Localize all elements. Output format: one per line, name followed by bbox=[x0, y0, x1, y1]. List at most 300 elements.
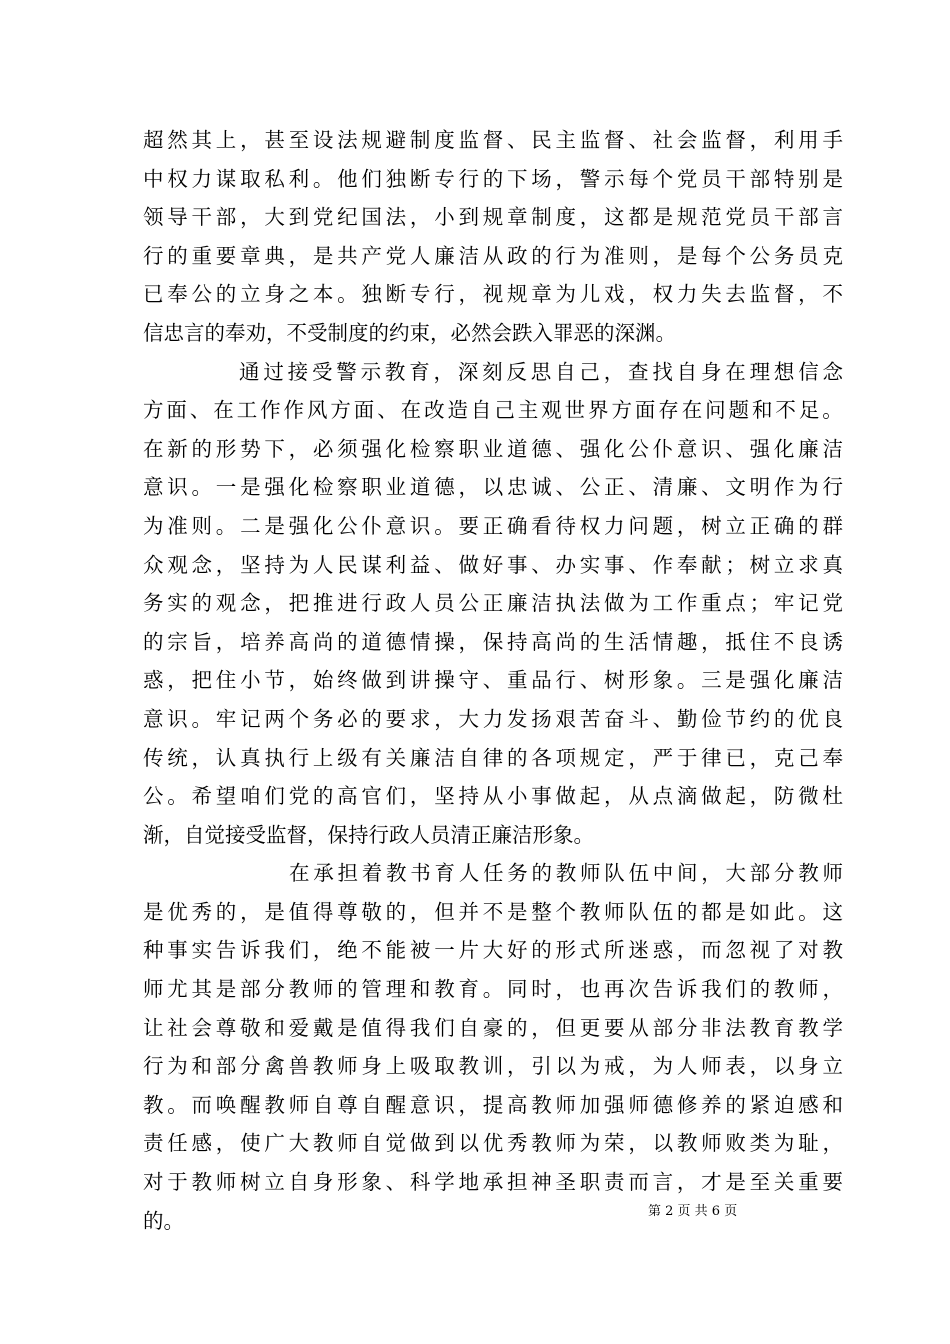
char: 警 bbox=[336, 359, 357, 384]
char: 在 bbox=[681, 398, 703, 423]
char: 身 bbox=[700, 359, 722, 384]
char: 执 bbox=[264, 745, 285, 770]
text-line bbox=[143, 430, 843, 469]
char: 避 bbox=[385, 128, 407, 152]
char: 人 bbox=[458, 861, 480, 886]
char: 强 bbox=[749, 436, 771, 461]
char: 刻 bbox=[482, 359, 503, 384]
char: 约 bbox=[749, 706, 771, 731]
char: 督 bbox=[604, 128, 625, 152]
char: 惑 bbox=[652, 938, 674, 963]
char: 强 bbox=[264, 475, 285, 500]
char: 对 bbox=[143, 1170, 164, 1195]
char: 以 bbox=[652, 1131, 674, 1156]
char: 杜 bbox=[822, 784, 843, 809]
char: 做 bbox=[604, 591, 625, 616]
char: 识 bbox=[701, 436, 722, 461]
char: 的 bbox=[337, 629, 358, 654]
char: 制 bbox=[531, 205, 552, 230]
char: 师 bbox=[701, 1131, 722, 1156]
char: 。 bbox=[676, 668, 698, 693]
char: 师 bbox=[555, 1092, 577, 1117]
char: 戴 bbox=[312, 1015, 334, 1040]
char: 真 bbox=[822, 552, 843, 577]
char: 、 bbox=[385, 1170, 407, 1195]
char: 德 bbox=[434, 475, 455, 500]
char: 方 bbox=[330, 398, 351, 423]
char: 科 bbox=[409, 1170, 431, 1195]
char: 个 bbox=[555, 899, 577, 924]
char: 师 bbox=[337, 1131, 358, 1156]
char: 教 bbox=[579, 899, 601, 924]
char: 、 bbox=[628, 552, 649, 577]
char: 主 bbox=[555, 128, 577, 152]
char: 确 bbox=[506, 513, 528, 538]
char: 高 bbox=[288, 629, 310, 654]
char: 值 bbox=[288, 899, 310, 924]
char: 以 bbox=[458, 1131, 479, 1156]
text-line bbox=[143, 1086, 843, 1125]
char: 、 bbox=[579, 668, 601, 693]
char: ， bbox=[628, 282, 649, 307]
text-line bbox=[143, 1124, 843, 1163]
text-line bbox=[143, 507, 843, 546]
char: 的 bbox=[312, 784, 334, 809]
char: 的 bbox=[191, 591, 213, 616]
char: 二 bbox=[240, 513, 261, 538]
char: 作 bbox=[260, 398, 281, 423]
char: 教 bbox=[312, 1054, 334, 1079]
char: 行 bbox=[361, 591, 382, 616]
char: 微 bbox=[798, 784, 819, 809]
char: 戏 bbox=[604, 282, 625, 307]
char: 勤 bbox=[676, 706, 698, 731]
char: 规 bbox=[361, 128, 382, 152]
char: 己 bbox=[494, 398, 515, 423]
char: 的 bbox=[143, 629, 164, 654]
char: 化 bbox=[773, 668, 795, 693]
char: 强 bbox=[361, 436, 382, 461]
char: 会 bbox=[676, 128, 698, 152]
char: 。 bbox=[167, 1092, 188, 1117]
char: 办 bbox=[555, 552, 577, 577]
char: 社 bbox=[167, 1015, 188, 1040]
char: 管 bbox=[361, 977, 382, 1002]
char: 持 bbox=[458, 784, 479, 809]
char: 教 bbox=[531, 1092, 552, 1117]
char: 面 bbox=[634, 398, 656, 423]
char: 训 bbox=[482, 1054, 504, 1079]
char: 。 bbox=[822, 398, 843, 423]
char: 势 bbox=[240, 436, 261, 461]
char: 迷 bbox=[628, 938, 649, 963]
char: 师 bbox=[822, 861, 843, 886]
char: 敬 bbox=[361, 899, 382, 924]
char: 是 bbox=[725, 899, 746, 924]
char: 行 bbox=[434, 282, 455, 307]
char: 公 bbox=[628, 436, 649, 461]
char: 望 bbox=[215, 784, 237, 809]
char: 党 bbox=[822, 591, 843, 616]
char: 承 bbox=[313, 861, 334, 886]
char: 大 bbox=[288, 1131, 310, 1156]
char: 做 bbox=[701, 784, 722, 809]
char: 教 bbox=[798, 1015, 819, 1040]
char: 唤 bbox=[215, 1092, 237, 1117]
char: 廉 bbox=[798, 436, 819, 461]
char: 克 bbox=[773, 745, 795, 770]
char: 始 bbox=[312, 668, 334, 693]
char: 也 bbox=[579, 977, 601, 1002]
char: 要 bbox=[604, 1015, 625, 1040]
char: 作 bbox=[773, 475, 795, 500]
char: 操 bbox=[434, 629, 455, 654]
char: 别 bbox=[798, 166, 819, 191]
char: 能 bbox=[385, 938, 407, 963]
char: 方 bbox=[143, 398, 164, 423]
char: 但 bbox=[555, 1015, 577, 1040]
char: 高 bbox=[531, 629, 552, 654]
char: 。 bbox=[337, 282, 358, 307]
char: 准 bbox=[167, 513, 188, 538]
char: 度 bbox=[555, 205, 577, 230]
char: 面 bbox=[353, 398, 375, 423]
char: 种 bbox=[143, 938, 164, 963]
char: 再 bbox=[604, 977, 625, 1002]
char: 公 bbox=[191, 282, 213, 307]
char: 诚 bbox=[531, 475, 552, 500]
char: 职 bbox=[579, 1170, 601, 1195]
char: 神 bbox=[531, 1170, 552, 1195]
char: 领 bbox=[143, 205, 164, 230]
char: 师 bbox=[580, 861, 601, 886]
char: 们 bbox=[264, 784, 285, 809]
char: 造 bbox=[447, 398, 468, 423]
char: 尊 bbox=[337, 899, 358, 924]
char: 育 bbox=[434, 861, 455, 886]
char: 小 bbox=[434, 205, 455, 230]
char: 关 bbox=[385, 745, 407, 770]
char: 小 bbox=[240, 668, 261, 693]
char: 。 bbox=[191, 475, 213, 500]
char: 德 bbox=[531, 436, 552, 461]
char: 好 bbox=[506, 938, 528, 963]
char: 而 bbox=[701, 938, 722, 963]
char: 上 bbox=[215, 128, 237, 152]
char: 督 bbox=[773, 282, 795, 307]
char: 观 bbox=[541, 398, 562, 423]
char: 节 bbox=[725, 706, 746, 731]
char: 上 bbox=[385, 1054, 407, 1079]
char: 化 bbox=[385, 436, 407, 461]
char: 而 bbox=[191, 1092, 213, 1117]
char: 吸 bbox=[409, 1054, 431, 1079]
char: 确 bbox=[773, 513, 795, 538]
char: 育 bbox=[409, 359, 430, 384]
char: 清 bbox=[652, 475, 674, 500]
text-line bbox=[143, 1163, 843, 1202]
char: 们 bbox=[434, 1015, 455, 1040]
char: 旨 bbox=[191, 629, 213, 654]
char: 此 bbox=[773, 899, 795, 924]
char: ， bbox=[628, 745, 649, 770]
char: 用 bbox=[798, 128, 819, 152]
char: 圣 bbox=[555, 1170, 577, 1195]
char: 员 bbox=[749, 205, 771, 230]
char: 敬 bbox=[240, 1015, 261, 1040]
char: 正 bbox=[749, 513, 771, 538]
char: 的 bbox=[506, 1015, 528, 1040]
char: 章 bbox=[531, 282, 552, 307]
char: 必 bbox=[337, 706, 358, 731]
char: 俭 bbox=[701, 706, 722, 731]
char: ； bbox=[749, 591, 771, 616]
char: ， bbox=[458, 475, 479, 500]
char: 中 bbox=[652, 861, 674, 886]
char: 改 bbox=[424, 398, 445, 423]
char: 任 bbox=[483, 861, 504, 886]
char: 取 bbox=[434, 1054, 455, 1079]
char: 每 bbox=[628, 166, 649, 191]
char: 大 bbox=[482, 938, 504, 963]
char: 到 bbox=[288, 205, 310, 230]
text-line bbox=[143, 970, 843, 1009]
char: 正 bbox=[482, 513, 504, 538]
char: 章 bbox=[506, 205, 528, 230]
char: 于 bbox=[167, 1170, 188, 1195]
char: 的 bbox=[531, 243, 552, 268]
char: 力 bbox=[604, 513, 625, 538]
char: 忽 bbox=[725, 938, 746, 963]
char: 象 bbox=[361, 1170, 382, 1195]
char: ， bbox=[628, 1054, 649, 1079]
char: 坚 bbox=[240, 552, 261, 577]
char: ， bbox=[531, 1015, 552, 1040]
text-line bbox=[143, 931, 843, 970]
char: 秀 bbox=[191, 899, 213, 924]
char: 从 bbox=[482, 784, 504, 809]
char: ， bbox=[749, 745, 771, 770]
char: 干 bbox=[773, 205, 795, 230]
char: 权 bbox=[579, 513, 601, 538]
char: 、 bbox=[531, 552, 552, 577]
char: ， bbox=[749, 1054, 771, 1079]
char: 住 bbox=[215, 668, 237, 693]
char: 和 bbox=[264, 1015, 285, 1040]
char: 形 bbox=[555, 938, 577, 963]
char: 师 bbox=[798, 977, 819, 1002]
char: ， bbox=[167, 668, 188, 693]
char: ， bbox=[822, 1131, 843, 1156]
char: 纪 bbox=[337, 205, 358, 230]
char: 导 bbox=[167, 205, 188, 230]
char: 至 bbox=[288, 128, 310, 152]
char: 人 bbox=[409, 591, 431, 616]
char: 要 bbox=[215, 243, 237, 268]
char: 取 bbox=[240, 166, 261, 191]
char: 真 bbox=[240, 745, 261, 770]
char: 不 bbox=[775, 398, 796, 423]
char: ， bbox=[749, 128, 771, 152]
char: ， bbox=[603, 359, 625, 384]
char: 为 bbox=[167, 1054, 188, 1079]
char: 教 bbox=[312, 1131, 334, 1156]
char: 廉 bbox=[506, 591, 528, 616]
char: 象 bbox=[652, 668, 674, 693]
char: 片 bbox=[458, 938, 479, 963]
char: 作 bbox=[676, 591, 698, 616]
char: 时 bbox=[531, 977, 552, 1002]
char: 尚 bbox=[312, 629, 334, 654]
char: 行 bbox=[143, 1054, 164, 1079]
char: 、 bbox=[725, 436, 746, 461]
char: 念 bbox=[240, 591, 261, 616]
char: 信 bbox=[798, 359, 819, 384]
char: 行 bbox=[288, 745, 310, 770]
char: 度 bbox=[434, 128, 455, 152]
char: 员 bbox=[701, 166, 722, 191]
char: 形 bbox=[215, 436, 237, 461]
char: 部 bbox=[798, 205, 819, 230]
char: 、 bbox=[652, 706, 674, 731]
char: 自 bbox=[555, 359, 576, 384]
char: 员 bbox=[798, 243, 819, 268]
char: 力 bbox=[676, 282, 698, 307]
char: 提 bbox=[482, 1092, 504, 1117]
char: 到 bbox=[385, 668, 407, 693]
char: ， bbox=[409, 784, 431, 809]
char: 法 bbox=[725, 1015, 746, 1040]
char: 督 bbox=[482, 128, 504, 152]
char: 监 bbox=[749, 282, 771, 307]
char: 利 bbox=[288, 166, 310, 191]
char: 认 bbox=[215, 745, 237, 770]
char: 是 bbox=[822, 166, 843, 191]
char: 进 bbox=[337, 591, 358, 616]
char: 视 bbox=[749, 938, 771, 963]
text-line bbox=[143, 468, 843, 507]
char: 使 bbox=[240, 1131, 261, 1156]
char: 洁 bbox=[822, 436, 843, 461]
char: 上 bbox=[312, 745, 334, 770]
char: 对 bbox=[798, 938, 819, 963]
char: 题 bbox=[728, 398, 750, 423]
char: 得 bbox=[312, 899, 334, 924]
char: 职 bbox=[458, 436, 479, 461]
char: ， bbox=[676, 938, 698, 963]
char: 德 bbox=[652, 1092, 674, 1117]
text-line bbox=[143, 584, 843, 623]
char: 和 bbox=[751, 398, 773, 423]
char: 则 bbox=[628, 243, 649, 268]
char: 自 bbox=[361, 1092, 382, 1117]
char: 党 bbox=[312, 205, 334, 230]
char: 我 bbox=[409, 1015, 431, 1040]
char: 共 bbox=[337, 243, 358, 268]
char: 意 bbox=[143, 475, 164, 500]
char: 理 bbox=[385, 977, 407, 1002]
char: 一 bbox=[215, 475, 237, 500]
char: 私 bbox=[264, 166, 285, 191]
char: 重 bbox=[506, 668, 528, 693]
char: 识 bbox=[167, 475, 188, 500]
char: 到 bbox=[458, 205, 479, 230]
char: 到 bbox=[434, 1131, 455, 1156]
char: ， bbox=[240, 128, 261, 152]
char: 表 bbox=[725, 1054, 746, 1079]
char: ， bbox=[240, 205, 261, 230]
char: 了 bbox=[773, 938, 795, 963]
char: 利 bbox=[773, 128, 795, 152]
char: 谋 bbox=[215, 166, 237, 191]
paragraph bbox=[143, 353, 843, 855]
char: 理 bbox=[749, 359, 771, 384]
char: 牢 bbox=[215, 706, 237, 731]
char: ， bbox=[604, 784, 625, 809]
char: 、 bbox=[628, 475, 649, 500]
char: 产 bbox=[361, 243, 382, 268]
char: 化 bbox=[604, 436, 625, 461]
char: 统 bbox=[167, 745, 188, 770]
text-line bbox=[143, 854, 843, 893]
char: 为 bbox=[579, 1054, 601, 1079]
char: 教 bbox=[773, 977, 795, 1002]
char: 讲 bbox=[409, 668, 431, 693]
char: 各 bbox=[531, 745, 552, 770]
char: 队 bbox=[604, 861, 625, 886]
char: 部 bbox=[652, 1015, 674, 1040]
char: 防 bbox=[773, 784, 795, 809]
char: 忠 bbox=[506, 475, 528, 500]
char: 担 bbox=[337, 861, 358, 886]
char: 为 bbox=[628, 591, 649, 616]
char: 兽 bbox=[288, 1054, 310, 1079]
char: 公 bbox=[458, 591, 479, 616]
char: 育 bbox=[773, 1015, 795, 1040]
char: 强 bbox=[288, 513, 310, 538]
char: 行 bbox=[822, 475, 843, 500]
char: 分 bbox=[264, 977, 285, 1002]
char: ， bbox=[409, 205, 431, 230]
char: 己 bbox=[579, 359, 600, 384]
char: 公 bbox=[749, 243, 771, 268]
text-line bbox=[143, 546, 843, 585]
char: ， bbox=[652, 243, 674, 268]
char: 职 bbox=[361, 475, 382, 500]
char: 超 bbox=[143, 128, 164, 152]
char: 守 bbox=[458, 668, 479, 693]
char: 绝 bbox=[337, 938, 358, 963]
char: 立 bbox=[264, 1170, 285, 1195]
char: 、 bbox=[377, 398, 398, 423]
char: 的 bbox=[579, 629, 601, 654]
char: 检 bbox=[312, 475, 334, 500]
char: 项 bbox=[555, 745, 577, 770]
char: 教 bbox=[676, 1131, 698, 1156]
text-line bbox=[143, 893, 843, 932]
char: 。 bbox=[215, 513, 237, 538]
char: 育 bbox=[458, 977, 479, 1002]
char: 扬 bbox=[531, 706, 552, 731]
char: 必 bbox=[312, 436, 334, 461]
char: 立 bbox=[725, 513, 746, 538]
paragraph bbox=[143, 121, 843, 353]
char: 己 bbox=[798, 745, 819, 770]
char: 点 bbox=[725, 591, 746, 616]
char: 问 bbox=[705, 398, 726, 423]
char: 滴 bbox=[676, 784, 698, 809]
char: 三 bbox=[701, 668, 722, 693]
